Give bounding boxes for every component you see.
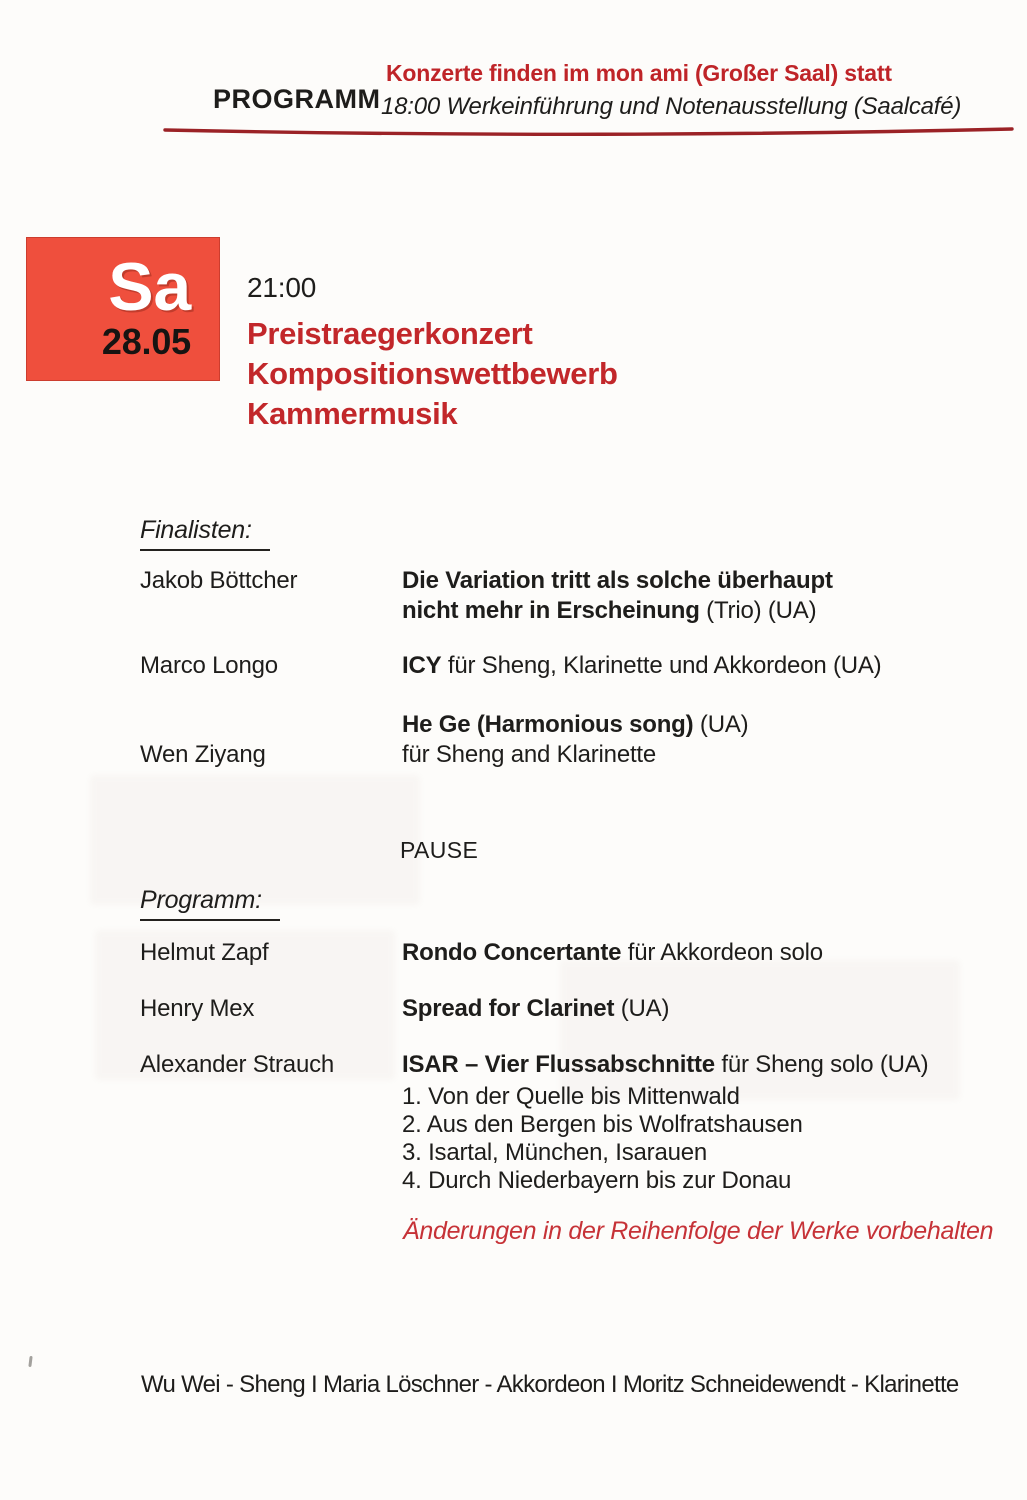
work-detail: (Trio) (UA) — [699, 597, 817, 624]
header-intro-note: 18:00 Werkeinführung und Notenausstellung (Saalcafé) — [381, 93, 962, 120]
program-label: Programm: — [140, 886, 280, 921]
composer-name: Marco Longo — [140, 652, 278, 679]
composer-name: Jakob Böttcher — [140, 567, 298, 594]
composer-name: Alexander Strauch — [140, 1051, 335, 1078]
pause-label: PAUSE — [400, 837, 479, 863]
program-row — [140, 994, 1000, 1024]
work-line — [402, 1050, 1000, 1080]
work-line — [402, 596, 1000, 626]
work-title: ISAR – Vier Flussabschnitte — [402, 1051, 715, 1078]
work-line — [402, 938, 1000, 968]
program-row — [140, 1050, 1000, 1195]
movement-list — [402, 1083, 1000, 1195]
work-title: He Ge (Harmonious song) — [402, 711, 694, 738]
event-title — [247, 314, 618, 434]
work-detail: (UA) — [693, 711, 749, 738]
work-detail: für Akkordeon solo — [621, 939, 823, 966]
finalist-row — [140, 710, 1000, 770]
work-title: Die Variation tritt als solche überhaupt — [402, 567, 833, 594]
work-line — [402, 740, 1000, 770]
work-description — [402, 566, 1000, 626]
work-line — [402, 566, 1000, 596]
work-detail: für Sheng, Klarinette und Akkordeon (UA) — [441, 652, 882, 679]
work-line — [402, 994, 1000, 1024]
movement-item: 4. Durch Niederbayern bis zur Donau — [402, 1167, 792, 1194]
movement-item: 2. Aus den Bergen bis Wolfratshausen — [402, 1111, 803, 1138]
date-badge-day: Sa — [108, 249, 191, 325]
finalist-row — [140, 651, 1000, 681]
event-title-line: Preistraegerkonzert — [247, 316, 533, 351]
event-title-line: Kompositionswettbewerb — [247, 356, 618, 391]
work-title: Rondo Concertante — [402, 939, 622, 966]
work-description — [402, 710, 1000, 770]
change-disclaimer: Änderungen in der Reihenfolge der Werke vorbehalten — [403, 1217, 994, 1245]
work-description — [402, 1050, 1000, 1195]
work-title: ICY — [402, 652, 442, 679]
event-time: 21:00 — [247, 272, 317, 303]
date-badge — [26, 237, 220, 381]
work-title: Spread for Clarinet — [402, 995, 615, 1022]
page-title: PROGRAMM — [213, 84, 381, 114]
composer-name: Helmut Zapf — [140, 939, 269, 966]
scan-artifact — [28, 1356, 32, 1367]
finalist-row — [140, 566, 1000, 626]
composer-name: Henry Mex — [140, 995, 255, 1022]
movement-item: 1. Von der Quelle bis Mittenwald — [402, 1083, 740, 1110]
work-line — [402, 710, 1000, 740]
work-detail: für Sheng and Klarinette — [402, 741, 657, 768]
work-description — [402, 651, 1000, 681]
movement-item: 3. Isartal, München, Isarauen — [402, 1139, 708, 1166]
work-description — [402, 994, 1000, 1024]
event-title-line: Kammermusik — [247, 396, 458, 431]
work-title: nicht mehr in Erscheinung — [402, 597, 700, 624]
date-badge-date: 28.05 — [101, 321, 191, 362]
performers-line: Wu Wei - Sheng I Maria Löschner - Akkordeon I Moritz Schneidewendt - Klarinette — [141, 1371, 959, 1398]
composer-name: Wen Ziyang — [140, 741, 266, 768]
work-detail: für Sheng solo (UA) — [714, 1051, 929, 1078]
work-line — [402, 651, 1000, 681]
finalists-label: Finalisten: — [140, 516, 270, 551]
work-detail: (UA) — [614, 995, 670, 1022]
header-venue-note: Konzerte finden im mon ami (Großer Saal) statt — [386, 60, 892, 86]
program-row — [140, 938, 1000, 968]
header-rule — [163, 126, 1015, 140]
work-description — [402, 938, 1000, 968]
event-block — [247, 271, 618, 434]
